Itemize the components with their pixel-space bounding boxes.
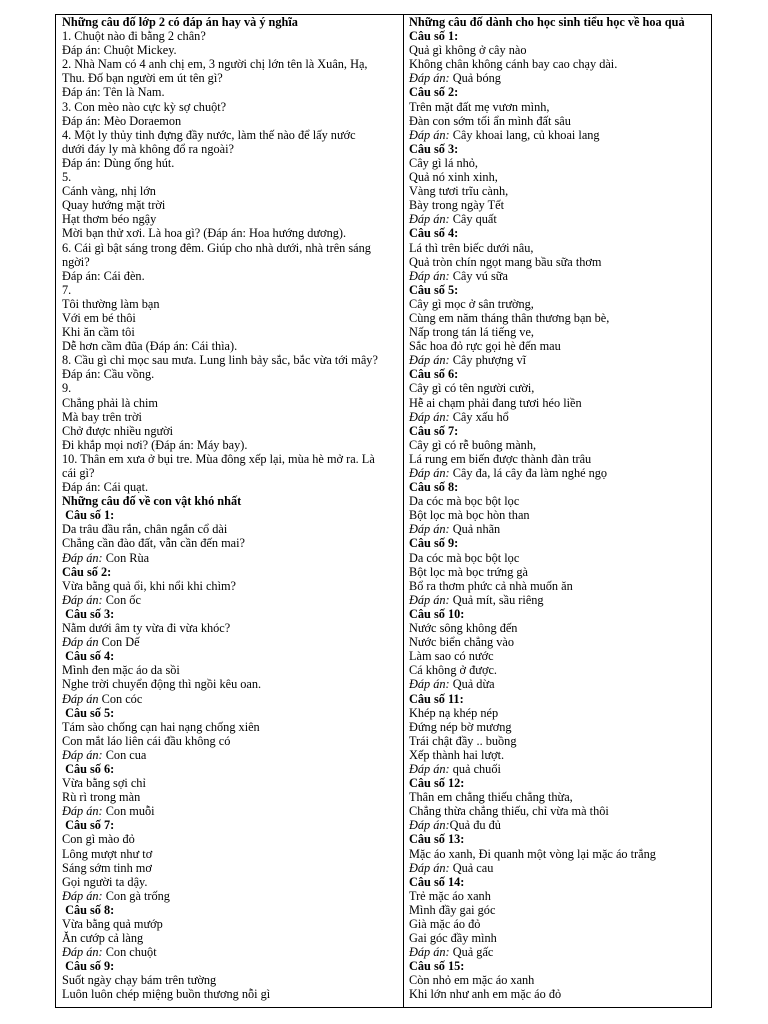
riddle-number: Câu số 15:: [409, 959, 465, 974]
text-line: Cùng em năm tháng thân thương bạn bè,: [409, 310, 610, 325]
answer-value: Quả đu đủ: [449, 818, 501, 833]
text-line: Mà bay trên trời: [62, 409, 142, 424]
answer-line: [409, 212, 711, 226]
text-line: Nghe trời chuyển động thì ngồi kêu oan.: [62, 677, 262, 692]
riddle-number: Câu số 5:: [62, 705, 115, 720]
text-line: Cánh vàng, nhị lớn: [62, 184, 156, 199]
text-line: Vừa bằng quả mướp: [62, 917, 163, 931]
text-line: Chở được nhiều người: [62, 423, 174, 438]
text-line: 8. Cầu gì chỉ mọc sau mưa. Lung linh bảy sắc, bắc vừa tới mây?: [62, 353, 378, 368]
text-line: Thân em chẳng thiếu chẳng thừa,: [409, 790, 573, 805]
answer-label: Đáp án:: [62, 804, 103, 819]
text-line: Quả tròn chín ngọt mang bầu sữa thơm: [409, 254, 602, 269]
text-line: Bày trong ngày Tết: [409, 198, 505, 213]
text-line: Ăn cướp cả làng: [62, 931, 144, 946]
answer-label: Đáp án:: [409, 127, 450, 142]
riddle-table: [55, 14, 712, 1008]
riddle-number: Câu số 13:: [409, 832, 465, 847]
answer-label: Đáp án:: [409, 212, 450, 227]
answer-line: [409, 269, 711, 283]
answer-value: Quả bóng: [452, 71, 501, 86]
left-column: [56, 15, 404, 1007]
text-line: Suốt ngày chạy bám trên tường: [62, 973, 217, 988]
text-line: Vừa bằng quả ổi, khi nổi khi chìm?: [62, 578, 237, 593]
answer-line: [409, 945, 711, 959]
answer-label: Đáp án:: [409, 466, 450, 480]
answer-line: [409, 71, 711, 85]
riddle-number: Câu số 5:: [409, 282, 459, 297]
text-line: Già mặc áo đỏ: [409, 917, 481, 931]
text-line: Trên mặt đất mẹ vươn mình,: [409, 99, 550, 114]
answer-value: Quả nhãn: [452, 522, 501, 537]
answer-label: Đáp án:: [409, 409, 450, 424]
text-line: 1. Chuột nào đi bằng 2 chân?: [62, 29, 206, 44]
riddle-number: Câu số 3:: [62, 606, 115, 621]
text-line: Không chân không cánh bay cao chạy dài.: [409, 57, 618, 72]
text-line: Lá thì trên biếc dưới nâu,: [409, 240, 534, 255]
text-line: Bột lọc mà bọc hòn than: [409, 508, 530, 523]
text-line: 3. Con mèo nào cực kỳ sợ chuột?: [62, 99, 227, 114]
riddle-number: Câu số 2:: [62, 564, 112, 579]
riddle-number: Câu số 10:: [409, 606, 465, 621]
answer-label: Đáp án:: [409, 71, 450, 86]
text-line: Đáp án: Cầu vồng.: [62, 367, 155, 382]
text-line: Rù rì trong màn: [62, 790, 141, 805]
text-line: Tôi thường làm bạn: [62, 296, 160, 311]
answer-line: [409, 861, 711, 875]
answer-label: Đáp án:: [409, 818, 450, 833]
text-line: Da cóc mà bọc bột lọc: [409, 550, 520, 565]
answer-line: [62, 692, 403, 706]
text-line: 4. Một ly thủy tinh đựng đầy nước, làm thế nào để lấy nước: [62, 127, 356, 142]
answer-value: Con Rùa: [105, 550, 150, 565]
answer-line: [409, 818, 711, 832]
section-heading: Những câu đố lớp 2 có đáp án hay và ý nghĩa: [62, 15, 298, 29]
answer-line: [62, 593, 403, 607]
answer-label: Đáp án:: [62, 550, 103, 565]
riddle-number: Câu số 11:: [409, 691, 464, 706]
text-line: Nằm dưới âm ty vừa đi vừa khóc?: [62, 621, 231, 636]
text-line: Đáp án: Chuột Mickey.: [62, 43, 177, 58]
answer-line: [409, 410, 711, 424]
answer-label: Đáp án: [62, 635, 99, 650]
section-heading: Những câu đố về con vật khó nhất: [62, 494, 242, 509]
answer-value: Cây phượng vĩ: [452, 353, 527, 368]
answer-value: Cây vú sữa: [452, 268, 508, 283]
text-line: Đáp án: Cái đèn.: [62, 268, 145, 283]
text-line: Nấp trong tán lá tiếng ve,: [409, 325, 534, 340]
text-line: Khép nạ khép nép: [409, 705, 499, 720]
answer-label: Đáp án:: [409, 860, 450, 875]
text-line: Đáp án: Cái quạt.: [62, 480, 149, 495]
text-line: Chẳng phải là chim: [62, 395, 158, 410]
answer-line: [62, 748, 403, 762]
text-line: Da cóc mà bọc bột lọc: [409, 494, 520, 509]
text-line: Mình đầy gai góc: [409, 902, 496, 917]
answer-value: Quả mít, sầu riêng: [452, 592, 544, 607]
text-line: Gai góc đầy mình: [409, 931, 497, 946]
text-line: Đáp án: Mèo Doraemon: [62, 113, 182, 128]
text-line: Trái chật đầy .. buồng: [409, 733, 517, 748]
text-line: Làm sao có nước: [409, 649, 494, 664]
riddle-number: Câu số 1:: [62, 508, 115, 523]
text-line: Nước sông không đến: [409, 621, 518, 636]
answer-label: Đáp án:: [62, 888, 103, 903]
riddle-number: Câu số 6:: [409, 367, 459, 382]
answer-value: Quả dừa: [452, 677, 495, 692]
answer-line: [62, 889, 403, 903]
riddle-number: Câu số 8:: [62, 902, 115, 917]
text-line: 5.: [62, 170, 72, 185]
answer-line: [409, 593, 711, 607]
answer-label: Đáp án:: [409, 353, 450, 368]
text-line: cái gì?: [62, 466, 95, 480]
text-line: 2. Nhà Nam có 4 anh chị em, 3 người chị lớn tên là Xuân, Hạ,: [62, 57, 368, 72]
riddle-number: Câu số 7:: [409, 423, 459, 438]
answer-label: Đáp án: [62, 691, 99, 706]
text-line: Cây gì lá nhỏ,: [409, 155, 478, 170]
answer-value: Cây đa, lá cây đa làm nghé ngọ: [452, 466, 608, 480]
text-line: Đáp án: Dùng ống hút.: [62, 155, 175, 170]
text-line: Mặc áo xanh, Đi quanh một vòng lại mặc áo trắng: [409, 846, 656, 861]
text-line: Đi khắp mọi nơi? (Đáp án: Máy bay).: [62, 437, 248, 452]
answer-value: quả chuối: [452, 761, 501, 776]
text-line: Sắc hoa đỏ rực gọi hè đến mau: [409, 339, 561, 354]
text-line: Khi lớn như anh em mặc áo đỏ: [409, 987, 562, 1002]
riddle-number: Câu số 6:: [62, 761, 115, 776]
answer-label: Đáp án:: [409, 522, 450, 537]
riddle-number: Câu số 7:: [62, 818, 115, 833]
text-line: Con mắt láo liên cái đầu không có: [62, 733, 231, 748]
riddle-number: Câu số 14:: [409, 874, 465, 889]
text-line: Hạt thơm béo ngậy: [62, 212, 157, 227]
text-line: Tám sào chống cạn hai nạng chống xiên: [62, 719, 260, 734]
right-column: [404, 15, 711, 1007]
text-line: Còn nhỏ em mặc áo xanh: [409, 973, 535, 988]
text-line: Dễ hơn cầm đũa (Đáp án: Cái thìa).: [62, 339, 238, 354]
answer-line: [409, 353, 711, 367]
text-line: Chẳng thừa chẳng thiếu, chỉ vừa mà thôi: [409, 804, 609, 819]
answer-line: [409, 522, 711, 536]
text-line: ngời?: [62, 254, 90, 269]
text-line: Đáp án: Tên là Nam.: [62, 85, 165, 100]
answer-label: Đáp án:: [409, 592, 450, 607]
answer-value: Con chuột: [105, 945, 157, 960]
riddle-number: Câu số 12:: [409, 776, 465, 791]
text-line: Quả gì không ở cây nào: [409, 43, 527, 58]
text-line: 7.: [62, 282, 72, 297]
answer-label: Đáp án:: [62, 945, 103, 960]
text-line: Thu. Đố bạn người em út tên gì?: [62, 71, 223, 86]
text-line: Cây gì có rễ buông mành,: [409, 437, 537, 452]
text-line: Lá rung em biến được thành đàn trâu: [409, 451, 592, 466]
answer-label: Đáp án:: [409, 945, 450, 960]
text-line: Trẻ mặc áo xanh: [409, 888, 491, 903]
text-line: Bột lọc mà bọc trứng gà: [409, 564, 529, 579]
text-line: Gọi người ta dậy.: [62, 874, 148, 889]
answer-line: [62, 804, 403, 818]
answer-line: [409, 762, 711, 776]
answer-label: Đáp án:: [62, 592, 103, 607]
text-line: Khi ăn cầm tôi: [62, 325, 135, 340]
answer-value: Con gà trống: [105, 888, 170, 903]
text-line: Nước biển chẳng vào: [409, 635, 515, 650]
answer-line: [409, 128, 711, 142]
answer-label: Đáp án:: [409, 677, 450, 692]
text-line: Cây gì có tên người cười,: [409, 381, 535, 396]
text-line: Vàng tươi trĩu cành,: [409, 184, 509, 199]
text-line: Với em bé thôi: [62, 310, 136, 325]
text-line: Quay hướng mặt trời: [62, 198, 166, 213]
text-line: Chẳng cần đào đất, vẫn cần đến mai?: [62, 536, 246, 551]
text-line: Cây gì mọc ở sân trường,: [409, 296, 534, 311]
answer-value: Con cua: [105, 747, 147, 762]
text-line: Hễ ai chạm phải đang tươi héo liền: [409, 395, 582, 410]
text-line: 9.: [62, 381, 72, 396]
text-line: Luôn luôn chép miệng buồn thương nỗi gì: [62, 987, 271, 1002]
answer-value: Con cóc: [101, 691, 143, 706]
riddle-number: Câu số 9:: [62, 959, 115, 974]
answer-line: [409, 677, 711, 691]
text-line: Vừa bằng sợi chỉ: [62, 776, 146, 791]
answer-value: Cây khoai lang, củ khoai lang: [452, 127, 600, 142]
text-line: Mình đen mặc áo da sồi: [62, 663, 180, 678]
riddle-number: Câu số 9:: [409, 536, 459, 551]
answer-value: Con ốc: [105, 592, 141, 607]
text-line: 10. Thân em xưa ở bụi tre. Mùa đông xếp lại, mùa hè mở ra. Là: [62, 451, 375, 466]
riddle-number: Câu số 4:: [409, 226, 459, 241]
riddle-number: Câu số 8:: [409, 480, 459, 495]
answer-value: Con muỗi: [105, 804, 155, 819]
text-line: Bổ ra thơm phức cả nhà muốn ăn: [409, 578, 573, 593]
text-line: dưới đáy ly mà không đổ ra ngoài?: [62, 141, 234, 156]
text-line: Đứng nép bờ mương: [409, 719, 512, 734]
answer-value: Quả gấc: [452, 945, 494, 960]
text-line: Xếp thành hai lượt.: [409, 747, 505, 762]
answer-line: [62, 945, 403, 959]
text-line: Cá không ở được.: [409, 663, 497, 678]
text-line: Sáng sớm tinh mơ: [62, 860, 152, 875]
answer-line: [409, 466, 711, 480]
answer-value: Con Dế: [101, 635, 140, 650]
answer-label: Đáp án:: [409, 761, 450, 776]
text-line: Lông mượt như tơ: [62, 846, 153, 861]
riddle-number: Câu số 4:: [62, 649, 115, 664]
answer-value: Cây xấu hổ: [452, 409, 509, 424]
riddle-number: Câu số 3:: [409, 141, 459, 156]
riddle-number: Câu số 2:: [409, 85, 459, 100]
answer-label: Đáp án:: [62, 747, 103, 762]
text-line: Mời bạn thử xơi. Là hoa gì? (Đáp án: Hoa hướng dương).: [62, 226, 347, 241]
text-line: Quả nó xinh xinh,: [409, 170, 498, 185]
text-line: Con gì mào đỏ: [62, 832, 135, 847]
text-line: 6. Cái gì bật sáng trong đêm. Giúp cho nhà dưới, nhà trên sáng: [62, 240, 371, 255]
text-line: Đàn con sớm tối ẩn mình đất sâu: [409, 113, 571, 128]
answer-line: [62, 635, 403, 649]
riddle-number: Câu số 1:: [409, 29, 459, 44]
answer-label: Đáp án:: [409, 268, 450, 283]
answer-line: [62, 551, 403, 565]
section-heading: Những câu đố dành cho học sinh tiểu học về hoa quả: [409, 15, 685, 29]
answer-value: Cây quất: [452, 212, 497, 227]
answer-value: Quả cau: [452, 860, 494, 875]
text-line: Da trâu đầu rắn, chân ngắn cổ dài: [62, 522, 228, 537]
